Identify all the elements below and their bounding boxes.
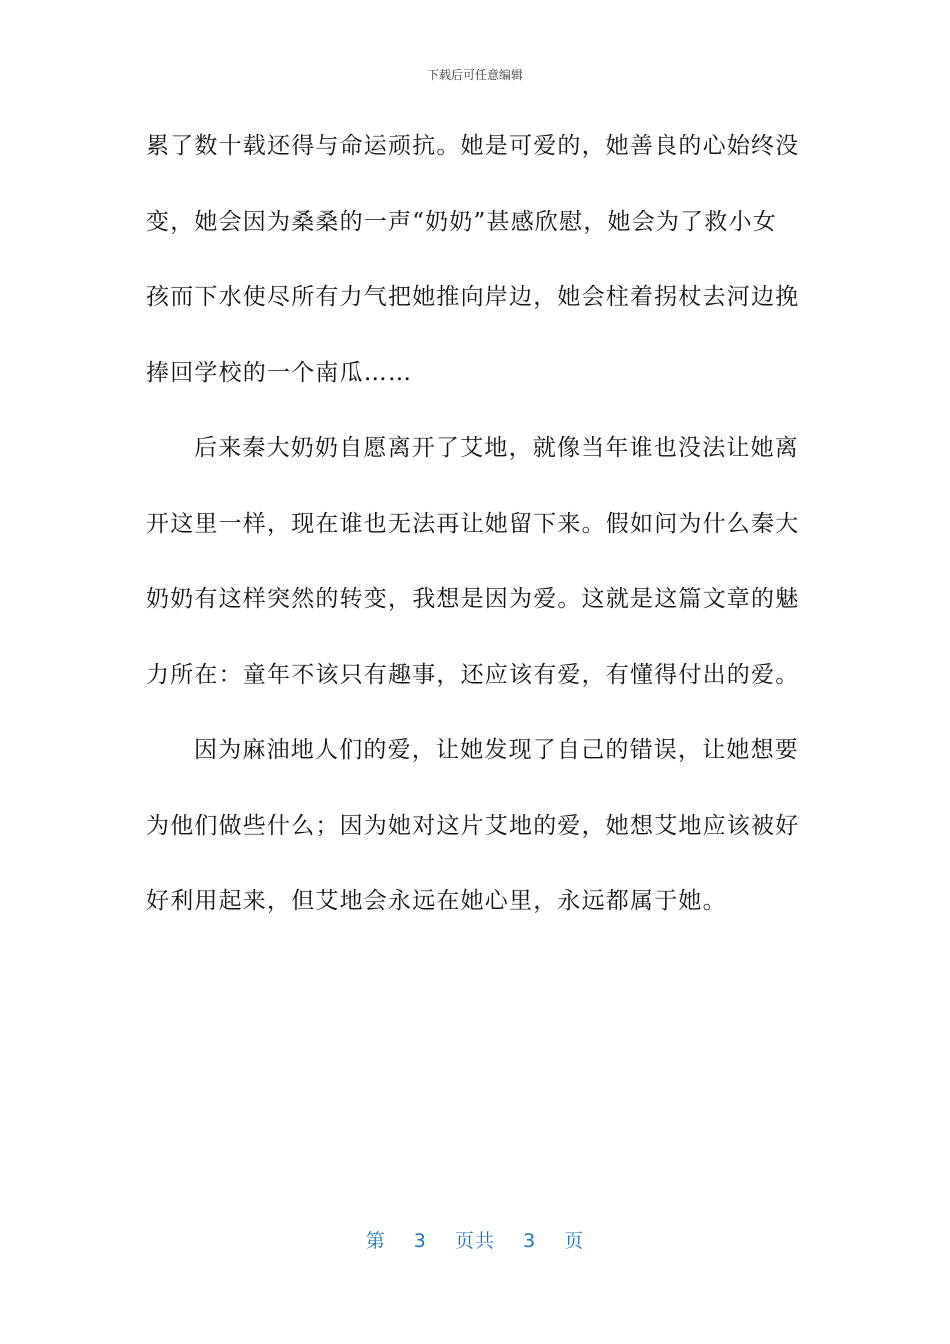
body-line: 奶奶有这样突然的转变，我想是因为爱。这就是这篇文章的魅 xyxy=(146,586,800,612)
body-line: 为他们做些什么；因为她对这片艾地的爱，她想艾地应该被好 xyxy=(146,812,800,839)
paragraph-first-line: 后来秦大奶奶自愿离开了艾地，就像当年谁也没法让她离 xyxy=(194,435,799,461)
page-header: 下载后可任意编辑 xyxy=(426,68,523,82)
paragraph-first-line: 因为麻油地人们的爱，让她发现了自己的错误，让她想要 xyxy=(194,737,799,763)
body-line: 捧回学校的一个南瓜…… xyxy=(146,359,413,386)
body-line: 变，她会因为桑桑的一声“奶奶”甚感欣慰，她会为了救小女 xyxy=(146,208,777,235)
body-line: 累了数十载还得与命运顽抗。她是可爱的，她善良的心始终没 xyxy=(146,133,800,159)
page-label-mid: 页共 xyxy=(454,1230,495,1252)
body-line: 开这里一样，现在谁也无法再让她留下来。假如问为什么秦大 xyxy=(146,510,800,537)
page-footer xyxy=(0,1226,950,1253)
body-line: 力所在：童年不该只有趣事，还应该有爱，有懂得付出的爱。 xyxy=(146,661,800,688)
body-line: 孩而下水使尽所有力气把她推向岸边，她会柱着拐杖去河边挽 xyxy=(146,284,800,310)
page-label-prefix: 第 xyxy=(365,1230,386,1252)
body-line: 好利用起来，但艾地会永远在她心里，永远都属于她。 xyxy=(146,888,727,914)
total-pages-number: 3 xyxy=(523,1230,537,1252)
current-page-number: 3 xyxy=(413,1230,427,1252)
page-label-suffix: 页 xyxy=(564,1230,585,1252)
document-body xyxy=(146,126,800,957)
